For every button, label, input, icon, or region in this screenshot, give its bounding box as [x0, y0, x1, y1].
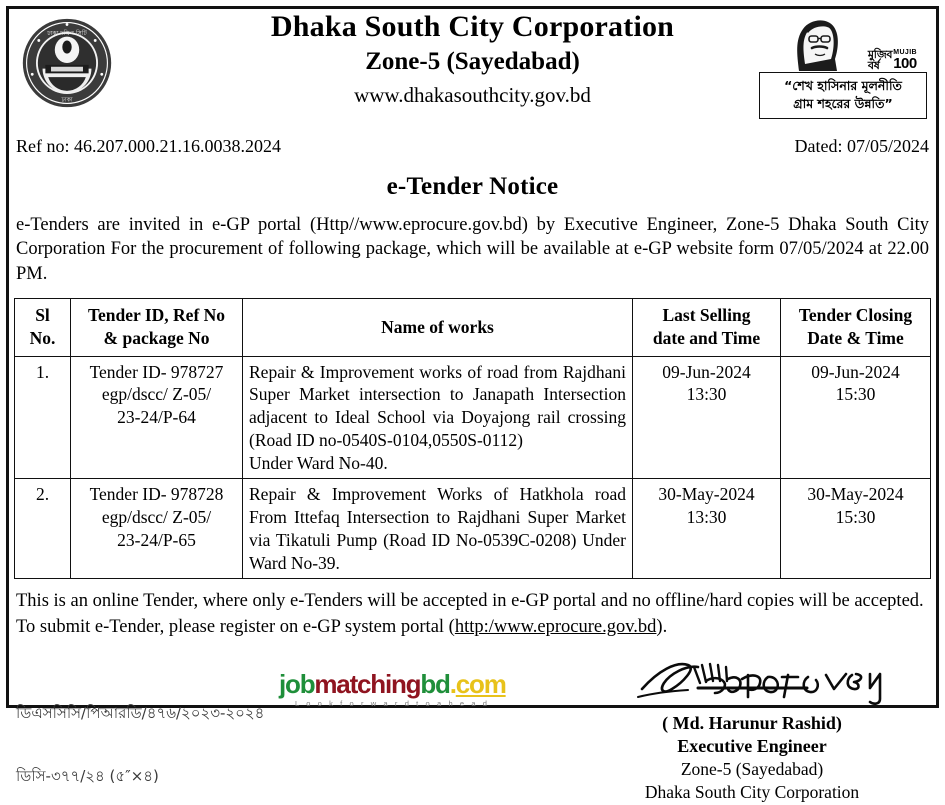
table-header-row: [15, 299, 931, 357]
row-tender-id: [71, 479, 243, 579]
sell-time: 13:30: [639, 506, 774, 529]
svg-text:ঢাকা: ঢাকা: [60, 97, 73, 104]
row-work-description: [243, 479, 633, 579]
work-main-text: Repair & Improvement works of road from Rajdhani Super Market intersection to Janapath Intersection adjacent to Ideal School via Doyajong rail crossing (Road ID no-0540S-0104,0550S-0112): [249, 362, 626, 450]
work-main-text: Repair & Improvement Works of Hatkhola road From Ittefaq Intersection to Rajdhani Super Market via Tikatuli Pump (Road ID No-0539C-0208) Under Ward No-39.: [249, 484, 626, 572]
organization-website: www.dhakasouthcity.gov.bd: [164, 83, 781, 108]
sell-line2: date and Time: [637, 327, 776, 350]
close-line1: Tender Closing: [785, 304, 926, 327]
table-row: [15, 356, 931, 479]
closing-line2-prefix: To submit e-Tender, please register on e-GP system portal (: [16, 617, 455, 637]
tender-id-line3: 23-24/P-65: [77, 529, 236, 552]
closing-line2-suffix: ).: [656, 617, 667, 637]
mujib-year-100: 100: [893, 56, 917, 71]
close-line2: Date & Time: [785, 327, 926, 350]
reference-number: Ref no: 46.207.000.21.16.0038.2024: [16, 136, 281, 157]
row-tender-closing: [781, 356, 931, 479]
work-ward-text: Under Ward No-40.: [249, 452, 626, 475]
tid-line1: Tender ID, Ref No: [75, 304, 238, 327]
signatory-organization: Dhaka South City Corporation: [587, 781, 917, 805]
mujib-portrait-icon: [759, 14, 927, 72]
sell-line1: Last Selling: [637, 304, 776, 327]
tid-line2: & package No: [75, 327, 238, 350]
watermark-part-com: com: [456, 669, 506, 699]
eprocure-portal-link[interactable]: http:/www.eprocure.gov.bd: [455, 617, 657, 637]
watermark-tagline: L o o k f o r w a r d t o a h e a d: [279, 699, 506, 708]
reference-row: [14, 136, 931, 157]
sl-line1: Sl: [19, 304, 66, 327]
organization-zone: Zone-5 (Sayedabad): [164, 46, 781, 77]
page-title: e-Tender Notice: [14, 173, 931, 201]
document-body: [14, 10, 931, 706]
organization-name: Dhaka South City Corporation: [164, 10, 781, 44]
watermark-part-bd: bd: [420, 669, 449, 699]
row-last-selling: [633, 479, 781, 579]
signature-block: [587, 655, 917, 805]
sl-line2: No.: [19, 327, 66, 350]
closing-line1: This is an online Tender, where only e-Tenders will be accepted in e-GP portal and no offline/hard copies will be accepted.: [16, 589, 929, 615]
signatory-name: ( Md. Harunur Rashid): [587, 713, 917, 734]
row-work-description: [243, 356, 633, 479]
closing-line2: [16, 615, 929, 641]
column-header-name-of-works: Name of works: [243, 299, 633, 357]
mujib-slogan: [759, 72, 927, 119]
row-tender-id: [71, 356, 243, 479]
close-date: 09-Jun-2024: [787, 361, 924, 384]
handwritten-signature-icon: [587, 655, 917, 711]
jobmatchingbd-watermark: [279, 671, 506, 708]
sell-date: 30-May-2024: [639, 483, 774, 506]
tender-id-line1: Tender ID- 978727: [77, 361, 236, 384]
tender-table: [14, 298, 931, 579]
mujib-bn-label2: বর্ষ: [868, 60, 892, 71]
mujib-100-logo: [868, 49, 917, 71]
signatory-zone: Zone-5 (Sayedabad): [587, 758, 917, 782]
document-header: [14, 10, 931, 122]
bengali-reference-1: ডিএসসিসি/পিআরডি/৪৭৬/২০২৩-২০২৪: [16, 702, 446, 727]
mujib-en-label: MUJIB: [893, 49, 917, 56]
signatory-role: Executive Engineer: [587, 734, 917, 758]
tender-id-line3: 23-24/P-64: [77, 406, 236, 429]
mujib-slogan-line2: গ্রাম শহরের উন্নতি”: [764, 95, 922, 113]
column-header-tender-id: [71, 299, 243, 357]
mujib-slogan-line1: “শেখ হাসিনার মূলনীতি: [764, 77, 922, 95]
intro-paragraph: e-Tenders are invited in e-GP portal (Http//www.eprocure.gov.bd) by Executive Engineer, Zone-5 Dhaka South City Corporation For the procurement of following package, which will be available at e-GP website form 07/05/2024 at 22.00 PM.: [14, 213, 931, 286]
row-serial: 2.: [15, 479, 71, 579]
document-date: Dated: 07/05/2024: [795, 136, 929, 157]
watermark-part-matching: matching: [314, 669, 420, 699]
sell-date: 09-Jun-2024: [639, 361, 774, 384]
mujib-centenary-stamp: [759, 14, 927, 119]
close-date: 30-May-2024: [787, 483, 924, 506]
sell-time: 13:30: [639, 383, 774, 406]
close-time: 15:30: [787, 506, 924, 529]
closing-paragraph: [14, 589, 931, 640]
column-header-sl: [15, 299, 71, 357]
mujib-bn-label: মুজিব: [868, 49, 892, 60]
document-footer: [14, 655, 931, 805]
row-last-selling: [633, 356, 781, 479]
watermark-part-job: job: [279, 669, 314, 699]
watermark-part-dot: .: [450, 669, 456, 699]
row-tender-closing: [781, 479, 931, 579]
tender-id-line2: egp/dscc/ Z-05/: [77, 506, 236, 529]
watermark-logo-text: [279, 671, 506, 697]
bengali-reference-2: ডিসি-৩৭৭/২৪ (৫″×৪): [16, 765, 446, 790]
dscc-seal-icon: [20, 16, 114, 110]
table-row: [15, 479, 931, 579]
close-time: 15:30: [787, 383, 924, 406]
tender-id-line1: Tender ID- 978728: [77, 483, 236, 506]
column-header-tender-closing: [781, 299, 931, 357]
svg-text:ঢাকা দক্ষিণ সিটি: ঢাকা দক্ষিণ সিটি: [46, 29, 87, 37]
tender-id-line2: egp/dscc/ Z-05/: [77, 383, 236, 406]
row-serial: 1.: [15, 356, 71, 479]
column-header-last-selling: [633, 299, 781, 357]
